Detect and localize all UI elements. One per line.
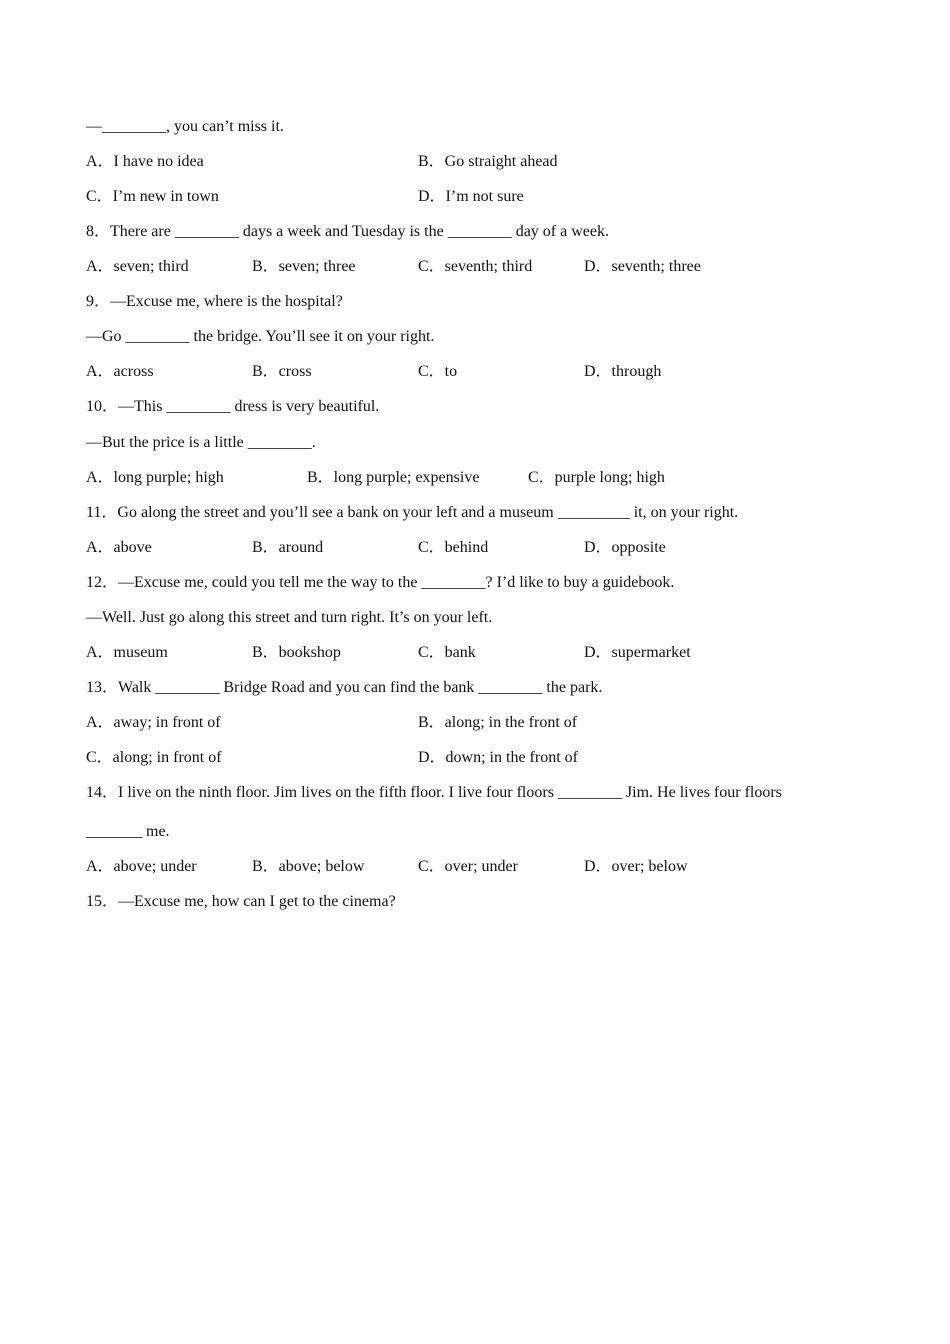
q10-stem-line2: —But the price is a little ________. [86,434,316,451]
q14-option-b[interactable]: B．above; below [252,858,365,875]
q8-stem: 8．There are ________ days a week and Tuesday is the ________ day of a week. [86,223,609,240]
q12-option-a[interactable]: A．museum [86,644,168,661]
q14-stem-line2: _______ me. [86,823,170,840]
q8-option-b[interactable]: B．seven; three [252,258,356,275]
q12-option-b[interactable]: B．bookshop [252,644,341,661]
q13-option-b[interactable]: B．along; in the front of [418,714,578,731]
q11-option-a[interactable]: A．above [86,539,152,556]
q10-option-b[interactable]: B．long purple; expensive [307,469,480,486]
q7-answer-line: —________, you can’t miss it. [86,118,284,135]
q14-stem: 14．I live on the ninth floor. Jim lives on the fifth floor. I live four floors ________ Jim. He lives four floors [86,784,782,801]
q7-option-c[interactable]: C．I’m new in town [86,188,219,205]
q10-option-c[interactable]: C．purple long; high [528,469,665,486]
q13-stem: 13．Walk ________ Bridge Road and you can find the bank ________ the park. [86,679,603,696]
q9-option-c[interactable]: C．to [418,363,458,380]
q15-stem: 15．—Excuse me, how can I get to the cinema? [86,893,396,910]
q11-option-d[interactable]: D．opposite [584,539,666,556]
q8-option-d[interactable]: D．seventh; three [584,258,701,275]
q7-option-a[interactable]: A．I have no idea [86,153,204,170]
q8-option-c[interactable]: C．seventh; third [418,258,533,275]
q11-option-c[interactable]: C．behind [418,539,489,556]
q9-stem: 9．—Excuse me, where is the hospital? [86,293,343,310]
q14-option-c[interactable]: C．over; under [418,858,518,875]
q10-option-a[interactable]: A．long purple; high [86,469,224,486]
q9-option-b[interactable]: B．cross [252,363,312,380]
q12-stem: 12．—Excuse me, could you tell me the way to the ________? I’d like to buy a guidebook. [86,574,675,591]
q12-stem-line2: —Well. Just go along this street and turn right. It’s on your left. [86,609,493,626]
q13-option-d[interactable]: D．down; in the front of [418,749,578,766]
q7-option-b[interactable]: B．Go straight ahead [418,153,558,170]
q14-option-d[interactable]: D．over; below [584,858,688,875]
q10-stem: 10．—This ________ dress is very beautiful. [86,398,380,415]
q8-option-a[interactable]: A．seven; third [86,258,189,275]
q7-option-d[interactable]: D．I’m not sure [418,188,524,205]
q9-option-d[interactable]: D．through [584,363,662,380]
q9-option-a[interactable]: A．across [86,363,154,380]
q12-option-d[interactable]: D．supermarket [584,644,691,661]
q11-stem: 11．Go along the street and you’ll see a bank on your left and a museum _________ it, on your right. [86,504,739,521]
q13-option-a[interactable]: A．away; in front of [86,714,221,731]
q11-option-b[interactable]: B．around [252,539,324,556]
q9-stem-line2: —Go ________ the bridge. You’ll see it on your right. [86,328,435,345]
q14-option-a[interactable]: A．above; under [86,858,197,875]
q12-option-c[interactable]: C．bank [418,644,476,661]
q13-option-c[interactable]: C．along; in front of [86,749,222,766]
